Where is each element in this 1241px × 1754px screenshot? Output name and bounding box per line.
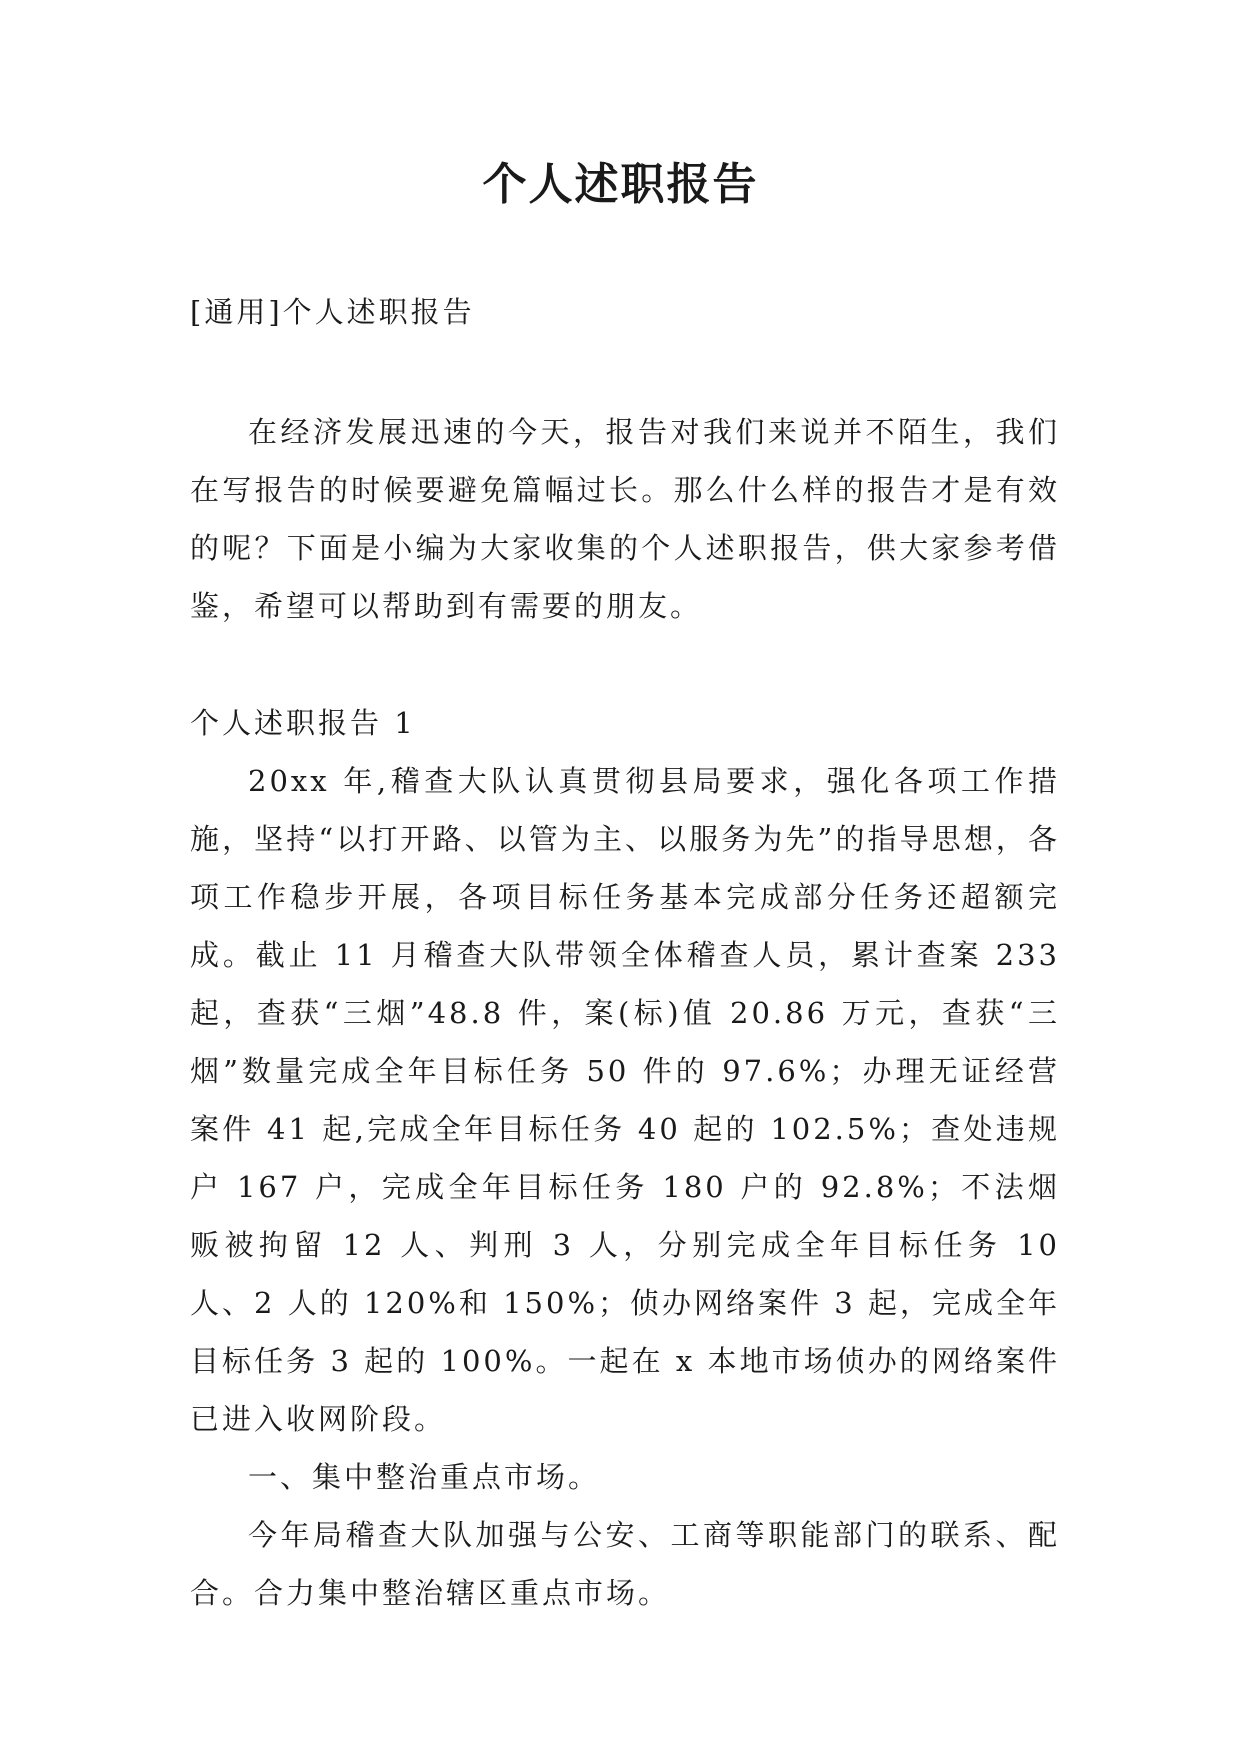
main-body <box>190 752 1060 1622</box>
body-paragraph-1: 20xx 年,稽查大队认真贯彻县局要求，强化各项工作措施，坚持“以打开路、以管为主、以服务为先”的指导思想，各项工作稳步开展，各项目标任务基本完成部分任务还超额完成。截止 11 月稽查大队带领全体稽查人员，累计查案 233 起，查获“三烟”48.8 件，案(标)值 20.86 万元，查获“三烟”数量完成全年目标任务 50 件的 97.6%；办理无证经营案件 41 起,完成全年目标任务 40 起的 102.5%；查处违规户 167 户，完成全年目标任务 180 户的 92.8%；不法烟贩被拘留 12 人、判刑 3 人，分别完成全年目标任务 10 人、2 人的 120%和 150%；侦办网络案件 3 起，完成全年目标任务 3 起的 100%。一起在 x 本地市场侦办的网络案件已进入收网阶段。 <box>190 764 1060 1436</box>
intro-block <box>190 403 1060 635</box>
intro-paragraph: 在经济发展迅速的今天，报告对我们来说并不陌生，我们在写报告的时候要避免篇幅过长。那么什么样的报告才是有效的呢？下面是小编为大家收集的个人述职报告，供大家参考借鉴，希望可以帮助到有需要的朋友。 <box>190 415 1060 623</box>
section-heading: 个人述职报告 1 <box>190 706 416 740</box>
body-paragraph-2: 一、集中整治重点市场。 <box>248 1460 601 1494</box>
document-subtitle: [通用]个人述职报告 <box>190 295 475 329</box>
body-paragraph-3: 今年局稽查大队加强与公安、工商等职能部门的联系、配合。合力集中整治辖区重点市场。 <box>190 1518 1060 1610</box>
document-title: 个人述职报告 <box>482 159 759 210</box>
